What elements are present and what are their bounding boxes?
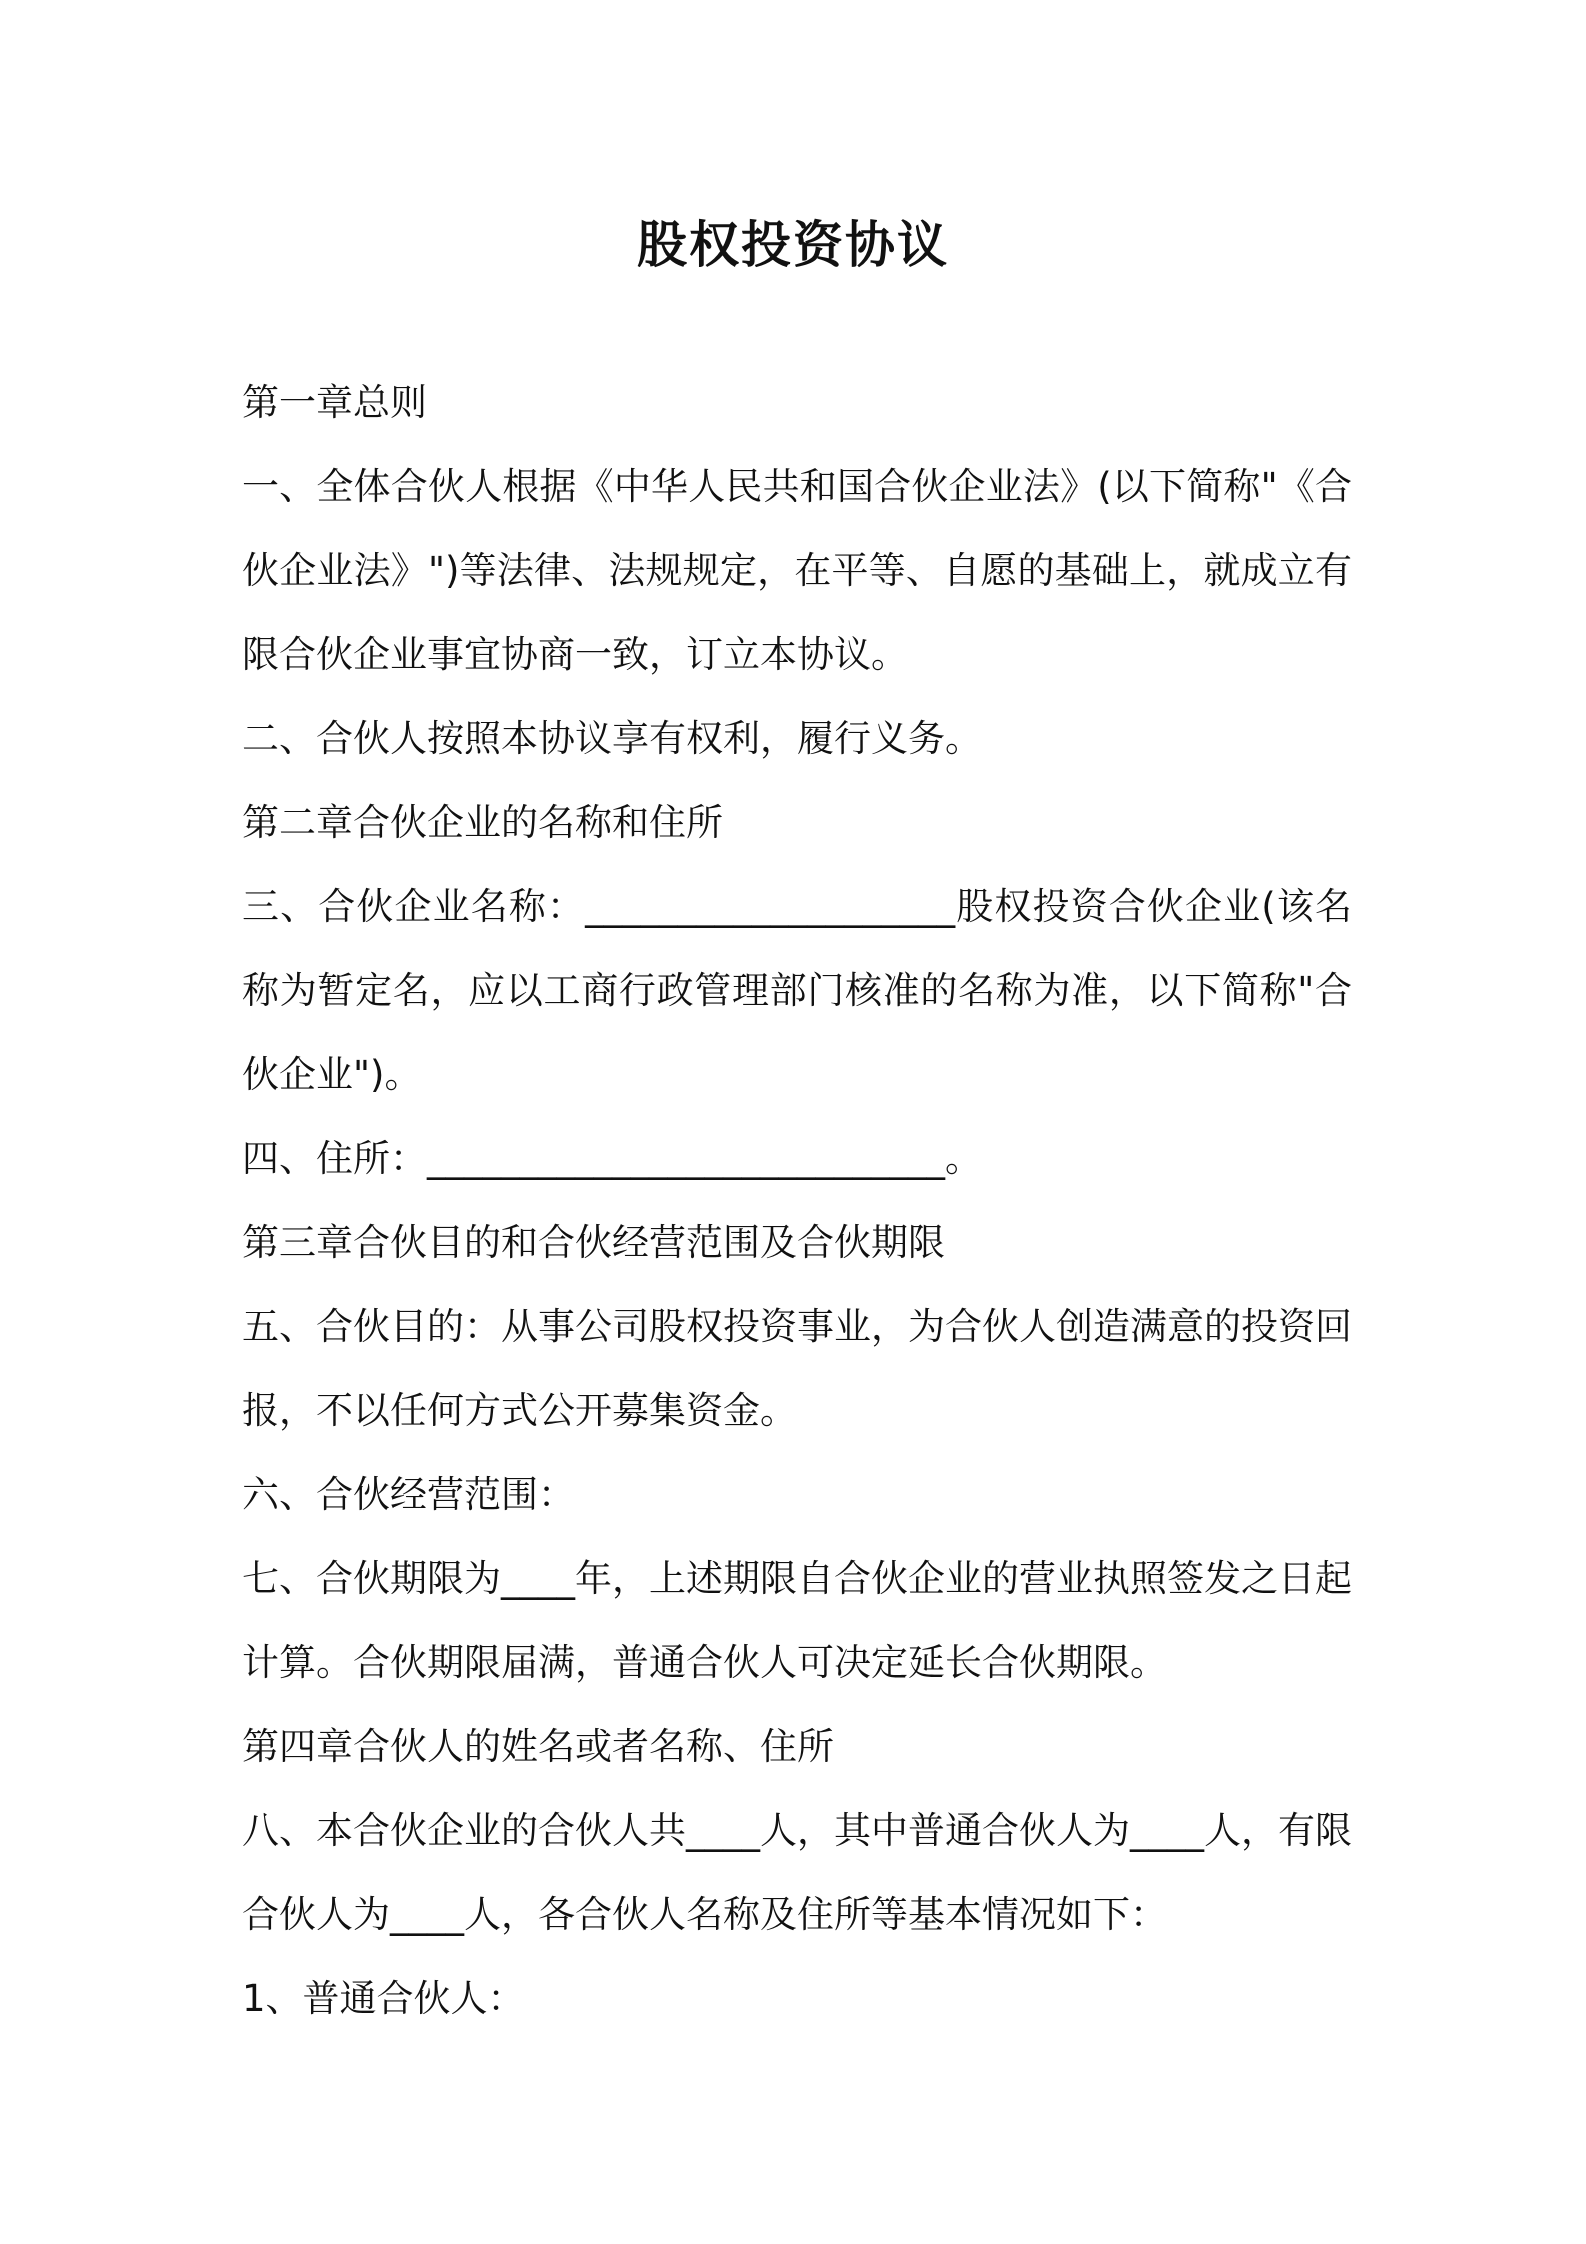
- paragraph: 三、合伙企业名称：____________________股权投资合伙企业(该名称为暂定名，应以工商行政管理部门核准的名称为准，以下简称"合伙企业")。: [242, 885, 1352, 1096]
- chapter-heading: 第四章合伙人的姓名或者名称、住所: [242, 1725, 834, 1768]
- paragraph: 一、全体合伙人根据《中华人民共和国合伙企业法》(以下简称"《合伙企业法》")等法律、法规规定，在平等、自愿的基础上，就成立有限合伙企业事宜协商一致，订立本协议。: [242, 465, 1352, 676]
- chapter-heading: 第二章合伙企业的名称和住所: [242, 801, 723, 844]
- paragraph: 四、住所：____________________________。: [242, 1137, 982, 1180]
- document-body: [242, 361, 1352, 2041]
- chapter-heading: 第三章合伙目的和合伙经营范围及合伙期限: [242, 1221, 945, 1264]
- paragraph: 七、合伙期限为____年，上述期限自合伙企业的营业执照签发之日起计算。合伙期限届满，普通合伙人可决定延长合伙期限。: [242, 1557, 1352, 1684]
- document-title: 股权投资协议: [637, 216, 949, 274]
- paragraph: 五、合伙目的：从事公司股权投资事业，为合伙人创造满意的投资回报，不以任何方式公开募集资金。: [242, 1305, 1352, 1432]
- paragraph: 1、普通合伙人：: [242, 1977, 525, 2020]
- paragraph: 二、合伙人按照本协议享有权利，履行义务。: [242, 717, 982, 760]
- paragraph: 六、合伙经营范围：: [242, 1473, 575, 1516]
- paragraph: 八、本合伙企业的合伙人共____人，其中普通合伙人为____人，有限合伙人为____人，各合伙人名称及住所等基本情况如下：: [242, 1809, 1352, 1936]
- chapter-heading: 第一章总则: [242, 381, 427, 424]
